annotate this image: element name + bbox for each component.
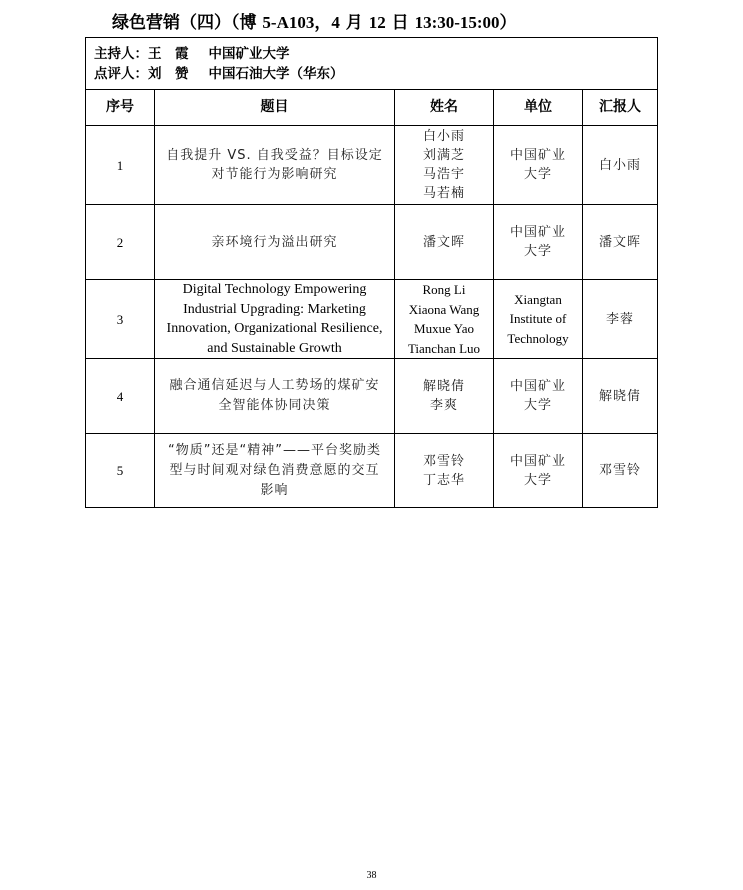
row-no: 4 [86,359,155,434]
row-names [395,126,494,205]
author-name: 潘文晖 [422,234,465,250]
author-name: Tianchan Luo [407,340,481,356]
schedule-table [85,37,658,508]
author-name: 刘满芝 [422,148,465,163]
table-row [86,359,658,434]
row-names [395,359,494,434]
author-name: 丁志华 [422,472,465,488]
session-title-close: ） [499,13,517,33]
header-no: 序号 [86,90,155,126]
row-title: 亲环境行为溢出研究 [155,205,395,280]
row-unit: 中国矿业大学 [494,126,583,205]
author-name: 邓雪铃 [422,453,465,469]
row-unit: 中国矿业大学 [494,434,583,508]
table-row [86,205,658,280]
author-name: 解晓倩 [422,379,465,394]
host-line [94,44,649,64]
row-unit: 中国矿业大学 [494,205,583,280]
session-month-number: 4 [331,13,340,32]
header-names: 姓名 [395,90,494,126]
row-presenter: 李蓉 [583,280,658,359]
session-day-number: 12 [368,13,386,32]
row-no: 3 [86,280,155,359]
header-unit: 单位 [494,90,583,126]
author-name: 马若楠 [422,186,465,201]
session-name: 绿色营销（四）（博 [112,13,257,33]
header-presenter: 汇报人 [583,90,658,126]
row-title: 自我提升 VS. 自我受益？目标设定对节能行为影响研究 [155,126,395,205]
host-label: 主持人：王 霞 [94,45,189,62]
row-no: 1 [86,126,155,205]
row-presenter: 解晓倩 [583,359,658,434]
session-separator: ， [314,13,332,33]
row-names [395,280,494,359]
author-name: 马浩宇 [422,167,465,182]
reviewer-line [94,64,649,84]
row-no: 5 [86,434,155,508]
row-presenter: 潘文晖 [583,205,658,280]
author-name: Xiaona Wang [408,301,480,317]
author-name: 李爽 [429,398,458,413]
header-row [86,90,658,126]
row-unit: Xiangtan Institute of Technology [494,280,583,359]
page-number: 38 [366,870,377,881]
row-names [395,205,494,280]
row-title: Digital Technology Empowering Industrial Upgrading: Marketing Innovation, Organizational Resilience, and Sustainable Growth [155,280,395,359]
session-time: 13:30-15:00 [414,13,500,32]
session-room: 5-A103 [262,13,315,32]
reviewer-affiliation: 中国石油大学（华东） [208,65,344,82]
table-row [86,280,658,359]
table-row [86,434,658,508]
author-name: 白小雨 [422,129,465,144]
table-row [86,126,658,205]
reviewer-label: 点评人：刘 赞 [94,65,189,82]
row-presenter: 邓雪铃 [583,434,658,508]
author-name: Rong Li [422,282,466,297]
row-title: 融合通信延迟与人工势场的煤矿安全智能体协同决策 [155,359,395,434]
row-no: 2 [86,205,155,280]
host-affiliation: 中国矿业大学 [208,45,290,62]
session-title [112,8,517,33]
row-presenter: 白小雨 [583,126,658,205]
row-unit: 中国矿业大学 [494,359,583,434]
host-row [86,38,658,90]
host-info [86,38,658,90]
row-names [395,434,494,508]
row-title: “物质”还是“精神”——平台奖励类型与时间观对绿色消费意愿的交互影响 [155,434,395,508]
header-title: 题目 [155,90,395,126]
session-day-label: 日 [391,13,409,33]
author-name: Muxue Yao [414,321,474,336]
session-month-label: 月 [345,13,363,33]
